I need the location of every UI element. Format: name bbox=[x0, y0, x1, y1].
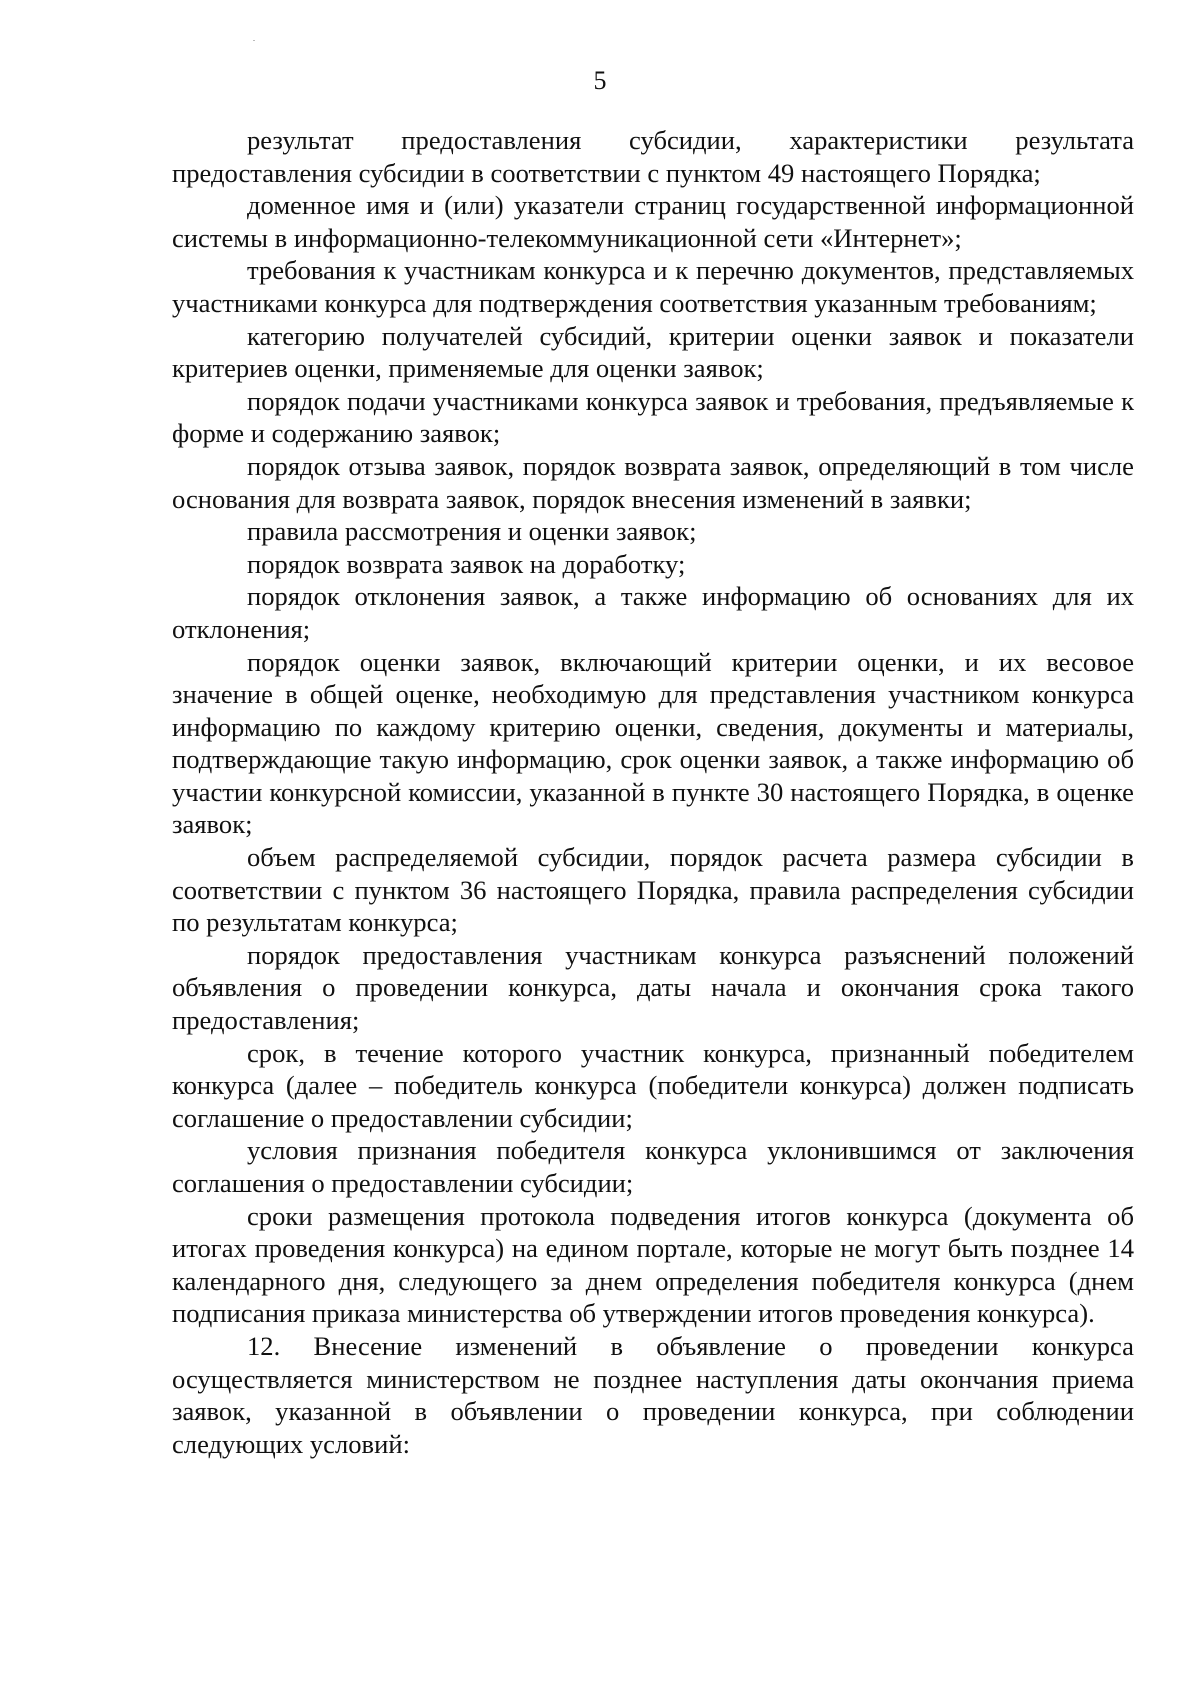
paragraph-domain-name: доменное имя и (или) указатели страниц государственной информационной системы в информационно-телекоммуникационной сети «Интернет»; bbox=[172, 190, 1134, 253]
paragraph-submission-procedure: порядок подачи участниками конкурса заявок и требования, предъявляемые к форме и содержанию заявок; bbox=[172, 385, 1134, 449]
paragraph-evasion-conditions: условия признания победителя конкурса уклонившимся от заключения соглашения о предоставлении субсидии; bbox=[172, 1135, 1134, 1198]
paragraph-withdrawal-procedure: порядок отзыва заявок, порядок возврата заявок, определяющий в том числе основания для возврата заявок, порядок внесения изменений в заявки; bbox=[172, 450, 1134, 514]
paragraph-signing-deadline: срок, в течение которого участник конкурса, признанный победителем конкурса (далее – победитель конкурса (победители конкурса) должен подписать соглашение о предоставлении субсидии; bbox=[172, 1037, 1134, 1133]
paragraph-rejection-procedure: порядок отклонения заявок, а также информацию об основаниях для их отклонения; bbox=[172, 581, 1134, 644]
paragraph-recipient-category: категорию получателей субсидий, критерии оценки заявок и показатели критериев оценки, применяемые для оценки заявок; bbox=[172, 320, 1134, 384]
paragraph-result: результат предоставления субсидии, характеристики результата предоставления субсидии в соответствии с пунктом 49 настоящего Порядка; bbox=[172, 125, 1134, 188]
paragraph-clarifications: порядок предоставления участникам конкурса разъяснений положений объявления о проведении конкурса, даты начала и окончания срока такого предоставления; bbox=[172, 939, 1134, 1036]
paragraph-review-rules: правила рассмотрения и оценки заявок; bbox=[247, 516, 697, 547]
paragraph-participant-requirements: требования к участникам конкурса и к перечню документов, представляемых участниками конкурса для подтверждения соответствия указанным требованиям; bbox=[172, 255, 1134, 318]
scan-speck bbox=[253, 40, 255, 41]
paragraph-protocol-publication: сроки размещения протокола подведения итогов конкурса (документа об итогах проведения конкурса) на едином портале, которые не могут быть позднее 14 календарного дня, следующего за днем определения победителя конкурса (днем подписания приказа министерства об утверждении итогов проведения конкурса). bbox=[172, 1200, 1134, 1329]
paragraph-evaluation-procedure: порядок оценки заявок, включающий критерии оценки, и их весовое значение в общей оценке, необходимую для представления участником конкурса информацию по каждому критерию оценки, сведения, документы и материалы, подтверждающие такую информацию, срок оценки заявок, а также информацию об участии конкурсной комиссии, указанной в пункте 30 настоящего Порядка, в оценке заявок; bbox=[172, 646, 1134, 840]
document-body bbox=[172, 124, 1134, 1460]
paragraph-item-12: 12. Внесение изменений в объявление о проведении конкурса осуществляется министерством не позднее наступления даты окончания приема заявок, указанной в объявлении о проведении конкурса, при соблюдении следующих условий: bbox=[172, 1330, 1134, 1459]
page-number: 5 bbox=[593, 66, 607, 95]
paragraph-subsidy-volume: объем распределяемой субсидии, порядок расчета размера субсидии в соответствии с пунктом 36 настоящего Порядка, правила распределения субсидии по результатам конкурса; bbox=[172, 842, 1134, 938]
paragraph-return-for-revision: порядок возврата заявок на доработку; bbox=[247, 548, 686, 579]
